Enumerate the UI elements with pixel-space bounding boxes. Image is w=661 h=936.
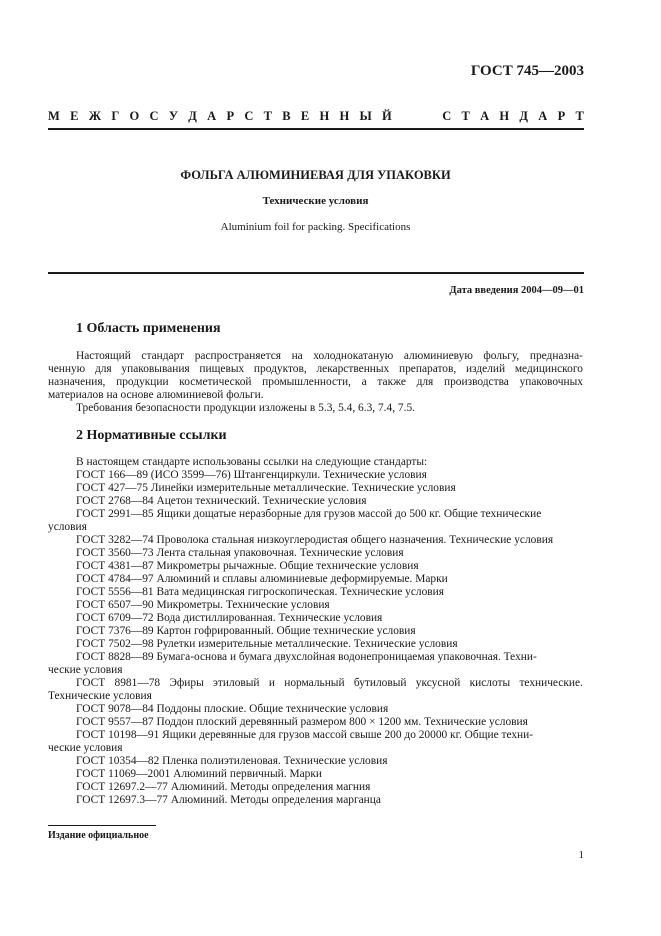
band-letter: Т bbox=[575, 109, 584, 123]
reference-line: ГОСТ 2991—85 Ящики дощатые неразборные для грузов массой до 500 кг. Общие технические bbox=[76, 508, 542, 520]
word: для bbox=[94, 363, 112, 375]
section-1-line: Требования безопасности продукции изложены в 5.3, 5.4, 6.3, 7.4, 7.5. bbox=[76, 402, 415, 414]
word: препаратов, bbox=[399, 363, 457, 375]
band-letter: О bbox=[129, 109, 140, 123]
word: назначения, bbox=[48, 376, 106, 388]
reference-line bbox=[76, 677, 583, 690]
band-letter: Т bbox=[263, 109, 273, 123]
word: и bbox=[268, 677, 275, 689]
band-letter: Р bbox=[226, 109, 235, 123]
band-letter: Т bbox=[461, 109, 470, 123]
section-1-line bbox=[76, 350, 583, 363]
reference-line: ГОСТ 3282—74 Проволока стальная низкоуглеродистая общего назначения. Технические условия bbox=[76, 534, 554, 546]
band-letter: А bbox=[480, 109, 490, 123]
reference-line: условия bbox=[48, 521, 87, 533]
reference-line: ГОСТ 12697.3—77 Алюминий. Методы определения марганца bbox=[76, 794, 381, 806]
band-letter bbox=[429, 109, 432, 124]
band-letter: Н bbox=[499, 109, 510, 123]
word: упаковывания bbox=[121, 363, 190, 375]
word: продуктов, bbox=[253, 363, 307, 375]
band-letter: Й bbox=[382, 109, 392, 123]
reference-line: ГОСТ 12697.2—77 Алюминий. Методы определения магния bbox=[76, 781, 371, 793]
section-1-heading: 1 Область применения bbox=[76, 321, 221, 336]
word: производства bbox=[444, 376, 509, 388]
footer-rule bbox=[48, 825, 156, 826]
word: пищевых bbox=[199, 363, 245, 375]
section-1-line: материалов на основе алюминиевой фольги. bbox=[48, 389, 264, 401]
word: этиловый bbox=[213, 677, 260, 689]
word: а bbox=[361, 376, 367, 388]
reference-line: ГОСТ 10354—82 Пленка полиэтиленовая. Технические условия bbox=[76, 755, 388, 767]
word: распространяется bbox=[194, 350, 281, 362]
top-rule bbox=[48, 128, 584, 130]
word: Эфиры bbox=[169, 677, 204, 689]
word: нормальный bbox=[284, 677, 345, 689]
reference-line: ГОСТ 4381—87 Микрометры рычажные. Общие технические условия bbox=[76, 560, 419, 572]
english-title: Aluminium foil for packing. Specifications bbox=[220, 221, 411, 233]
word: фольгу, bbox=[483, 350, 520, 362]
reference-line: ГОСТ 6507—90 Микрометры. Технические условия bbox=[76, 599, 330, 611]
reference-line: ГОСТ 7376—89 Картон гофрированный. Общие технические условия bbox=[76, 625, 416, 637]
band-letter: В bbox=[282, 109, 291, 123]
reference-line: ГОСТ 166—89 (ИСО 3599—76) Штангенциркули. Технические условия bbox=[76, 469, 427, 481]
word: продукции bbox=[116, 376, 169, 388]
reference-line: Технические условия bbox=[48, 690, 152, 702]
word: Настоящий bbox=[76, 350, 131, 362]
band-letter bbox=[402, 109, 405, 124]
word: также bbox=[377, 376, 406, 388]
reference-line: ГОСТ 8828—89 Бумага-основа и бумага двухслойная водонепроницаемая упаковочная. Техни- bbox=[76, 651, 537, 663]
section-2-heading: 2 Нормативные ссылки bbox=[76, 428, 227, 443]
introduction-date: Дата введения 2004—09—01 bbox=[449, 285, 584, 296]
band-letter: Ж bbox=[88, 109, 102, 123]
standard-type-band bbox=[48, 109, 584, 124]
reference-line: ГОСТ 2768—84 Ацетон технический. Технические условия bbox=[76, 495, 367, 507]
word: кислоты bbox=[469, 677, 511, 689]
word: 8981—78 bbox=[114, 677, 161, 689]
band-letter: Е bbox=[70, 109, 79, 123]
band-letter: Ы bbox=[359, 109, 372, 123]
word: бутиловый bbox=[353, 677, 407, 689]
section-1-line bbox=[48, 363, 583, 376]
word: предназна- bbox=[529, 350, 583, 362]
word: упаковочных bbox=[519, 376, 583, 388]
word: технические. bbox=[519, 677, 583, 689]
band-letter: Г bbox=[111, 109, 120, 123]
word: уксусной bbox=[415, 677, 461, 689]
reference-line: ГОСТ 9078—84 Поддоны плоские. Общие технические условия bbox=[76, 703, 389, 715]
word: ГОСТ bbox=[76, 677, 106, 689]
word: лекарственных bbox=[316, 363, 390, 375]
reference-line: ГОСТ 4784—97 Алюминий и сплавы алюминиевые деформируемые. Марки bbox=[76, 573, 448, 585]
band-letter: С bbox=[442, 109, 452, 123]
section-2-intro: В настоящем стандарте использованы ссылки на следующие стандарты: bbox=[76, 456, 428, 468]
band-letter: Д bbox=[519, 109, 529, 123]
reference-line: ГОСТ 3560—73 Лента стальная упаковочная. Технические условия bbox=[76, 547, 404, 559]
word: косметической bbox=[179, 376, 252, 388]
band-letter: Н bbox=[319, 109, 330, 123]
band-letter: С bbox=[149, 109, 159, 123]
document-subtitle: Технические условия bbox=[262, 195, 369, 207]
band-letter: Д bbox=[188, 109, 197, 123]
word: на bbox=[291, 350, 303, 362]
band-letter: А bbox=[207, 109, 217, 123]
band-letter: Р bbox=[557, 109, 566, 123]
reference-line: ГОСТ 5556—81 Вата медицинская гигроскопическая. Технические условия bbox=[76, 586, 445, 598]
title-rule bbox=[48, 272, 584, 274]
word: для bbox=[416, 376, 434, 388]
word: холоднокатаную bbox=[313, 350, 394, 362]
reference-line: ческие условия bbox=[48, 742, 123, 754]
reference-line: ческие условия bbox=[48, 664, 123, 676]
band-letter: М bbox=[48, 109, 60, 123]
edition-label: Издание официальное bbox=[48, 830, 149, 841]
word: промышленности, bbox=[262, 376, 351, 388]
page-number: 1 bbox=[578, 849, 584, 861]
reference-line: ГОСТ 9557—87 Поддон плоский деревянный размером 800 × 1200 мм. Технические условия bbox=[76, 716, 528, 728]
word: алюминиевую bbox=[403, 350, 473, 362]
word: стандарт bbox=[141, 350, 185, 362]
reference-line: ГОСТ 427—75 Линейки измерительные металлические. Технические условия bbox=[76, 482, 456, 494]
word: изделий bbox=[465, 363, 506, 375]
word: медицинского bbox=[514, 363, 583, 375]
document-title: ФОЛЬГА АЛЮМИНИЕВАЯ ДЛЯ УПАКОВКИ bbox=[180, 168, 451, 182]
band-letter: А bbox=[538, 109, 548, 123]
document-code: ГОСТ 745—2003 bbox=[470, 63, 584, 79]
band-letter: Н bbox=[339, 109, 350, 123]
section-1-line bbox=[48, 376, 583, 389]
band-letter: С bbox=[244, 109, 254, 123]
band-letter: У bbox=[168, 109, 179, 123]
reference-line: ГОСТ 7502—98 Рулетки измерительные металлические. Технические условия bbox=[76, 638, 458, 650]
reference-line: ГОСТ 6709—72 Вода дистиллированная. Технические условия bbox=[76, 612, 383, 624]
word: ченную bbox=[48, 363, 86, 375]
band-letter bbox=[415, 109, 418, 124]
reference-line: ГОСТ 11069—2001 Алюминий первичный. Марки bbox=[76, 768, 322, 780]
band-letter: Е bbox=[300, 109, 310, 123]
reference-line: ГОСТ 10198—91 Ящики деревянные для грузов массой свыше 200 до 20000 кг. Общие техни- bbox=[76, 729, 534, 741]
